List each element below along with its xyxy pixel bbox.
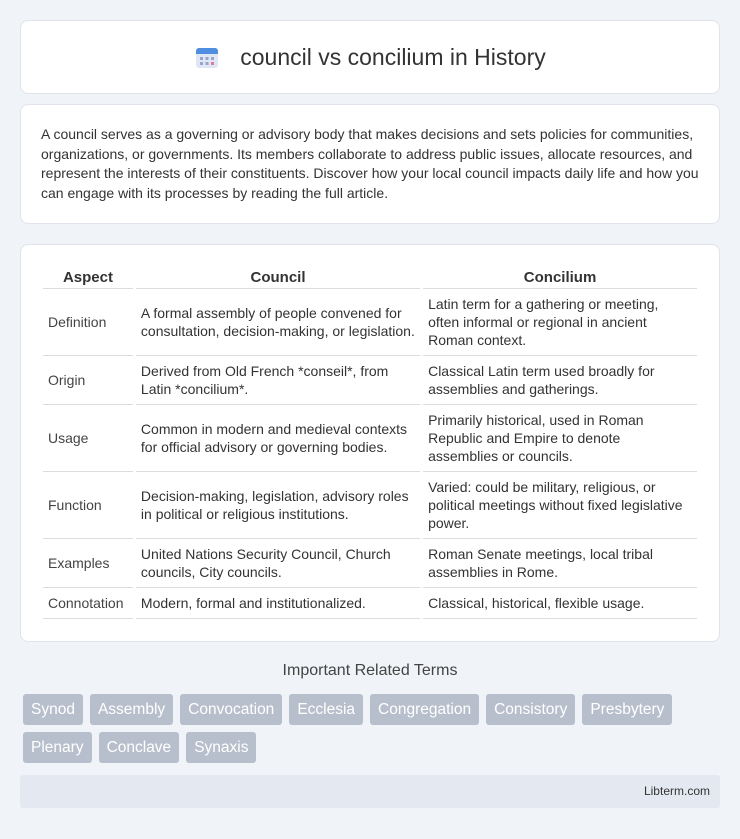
related-term-tag[interactable]: Presbytery (582, 694, 672, 725)
related-term-tag[interactable]: Conclave (99, 732, 180, 763)
row-aspect: Definition (43, 289, 133, 356)
related-term-tag[interactable]: Convocation (180, 694, 282, 725)
table-row (43, 472, 697, 539)
row-aspect: Origin (43, 356, 133, 405)
footer (20, 775, 720, 808)
related-term-tag[interactable]: Synaxis (186, 732, 256, 763)
related-term-tag[interactable]: Assembly (90, 694, 173, 725)
table-row (43, 588, 697, 619)
related-term-tag[interactable]: Ecclesia (289, 694, 363, 725)
row-council: Modern, formal and institutionalized. (136, 588, 420, 619)
row-aspect: Examples (43, 539, 133, 588)
row-concilium: Varied: could be military, religious, or political meetings without fixed legislative power. (423, 472, 697, 539)
calendar-icon (194, 44, 220, 70)
row-concilium: Roman Senate meetings, local tribal assemblies in Rome. (423, 539, 697, 588)
row-concilium: Primarily historical, used in Roman Republic and Empire to denote assemblies or councils. (423, 405, 697, 472)
table-row (43, 356, 697, 405)
row-council: Decision-making, legislation, advisory roles in political or religious institutions. (136, 472, 420, 539)
row-aspect: Usage (43, 405, 133, 472)
header-aspect: Aspect (43, 265, 133, 289)
row-council: Derived from Old French *conseil*, from Latin *concilium*. (136, 356, 420, 405)
table-row (43, 405, 697, 472)
row-concilium: Latin term for a gathering or meeting, often informal or regional in ancient Roman context. (423, 289, 697, 356)
related-term-tag[interactable]: Consistory (486, 694, 575, 725)
row-council: Common in modern and medieval contexts for official advisory or governing bodies. (136, 405, 420, 472)
related-terms-list (23, 694, 703, 763)
footer-site-link[interactable]: Libterm.com (643, 784, 710, 798)
header-council: Council (136, 265, 420, 289)
header-card (20, 20, 720, 94)
intro-text: A council serves as a governing or advisory body that makes decisions and sets policies for communities, organizations, or governments. Its members collaborate to address public issues, allocate resources, and represent the interests of their constituents. Discover how your local council impacts daily life and how you can engage with its processes by reading the full article. (41, 126, 699, 201)
table-header-row (43, 265, 697, 289)
comparison-table-card (20, 244, 720, 642)
table-row (43, 539, 697, 588)
related-terms-title: Important Related Terms (282, 662, 458, 679)
row-council: United Nations Security Council, Church councils, City councils. (136, 539, 420, 588)
related-term-tag[interactable]: Congregation (370, 694, 479, 725)
related-term-tag[interactable]: Synod (23, 694, 83, 725)
row-concilium: Classical, historical, flexible usage. (423, 588, 697, 619)
table-row (43, 289, 697, 356)
comparison-table (40, 265, 700, 619)
header-concilium: Concilium (423, 265, 697, 289)
row-aspect: Connotation (43, 588, 133, 619)
intro-card (20, 104, 720, 224)
page-title: council vs concilium in History (240, 43, 546, 70)
row-aspect: Function (43, 472, 133, 539)
related-term-tag[interactable]: Plenary (23, 732, 92, 763)
row-concilium: Classical Latin term used broadly for assemblies and gatherings. (423, 356, 697, 405)
row-council: A formal assembly of people convened for consultation, decision-making, or legislation. (136, 289, 420, 356)
